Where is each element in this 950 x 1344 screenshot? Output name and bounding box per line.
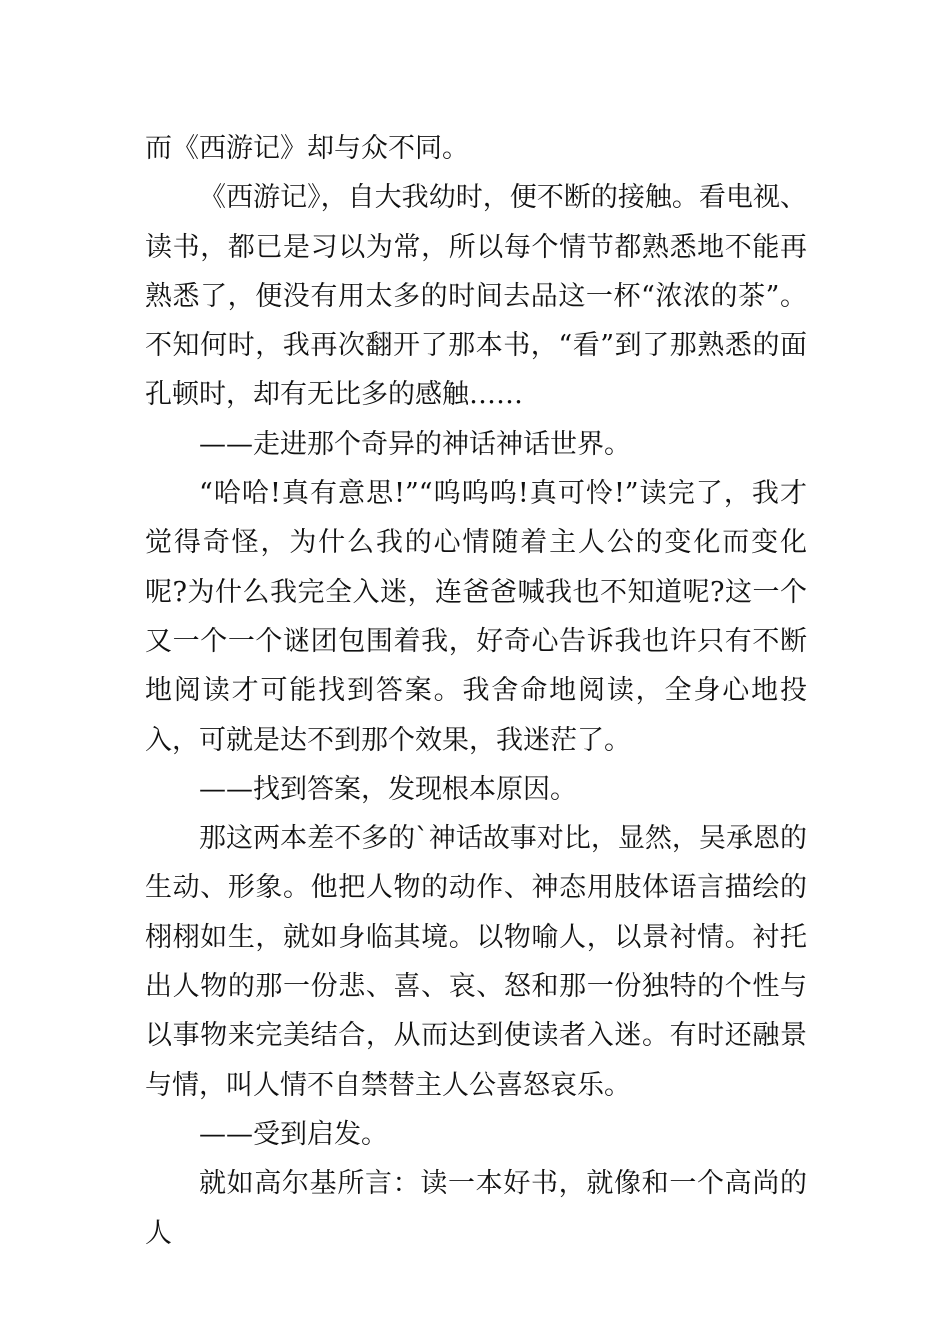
paragraph-comparison: 那这两本差不多的`神话故事对比，显然，吴承恩的生动、形象。他把人物的动作、神态用肢体语言描绘的栩栩如生，就如身临其境。以物喻人，以景衬情。衬托出人物的那一份悲、喜、哀、怒和那一份独特的个性与以事物来完美结合，从而达到使读者入迷。有时还融景与情，叫人情不自禁替主人公喜怒哀乐。 bbox=[145, 823, 807, 1101]
paragraph-continuation: 而《西游记》却与众不同。 bbox=[145, 133, 469, 164]
document-page bbox=[145, 124, 807, 1258]
section-heading-inspiration: ——受到启发。 bbox=[199, 1118, 388, 1150]
paragraph-puzzle: “哈哈!真有意思!”“呜呜呜!真可怜!”读完了，我才觉得奇怪，为什么我的心情随着主人公的变化而变化呢?为什么我完全入迷，连爸爸喊我也不知道呢?这一个又一个一个谜团包围着我，好奇心告诉我也许只有不断地阅读才可能找到答案。我舍命地阅读，全身心地投入，可就是达不到那个效果，我迷茫了。 bbox=[145, 478, 807, 756]
section-heading-myth-world: ——走进那个奇异的神话神话世界。 bbox=[199, 428, 631, 460]
paragraph-gorky-quote: 就如高尔基所言：读一本好书，就像和一个高尚的人 bbox=[145, 1168, 807, 1249]
section-heading-find-answer: ——找到答案，发现根本原因。 bbox=[199, 773, 577, 805]
paragraph-childhood-reading: 《西游记》，自大我幼时，便不断的接触。看电视、读书，都已是习以为常，所以每个情节都熟悉地不能再熟悉了，便没有用太多的时间去品这一杯“浓浓的茶”。不知何时，我再次翻开了那本书，“看”到了那熟悉的面孔顿时，却有无比多的感触…… bbox=[145, 182, 807, 411]
